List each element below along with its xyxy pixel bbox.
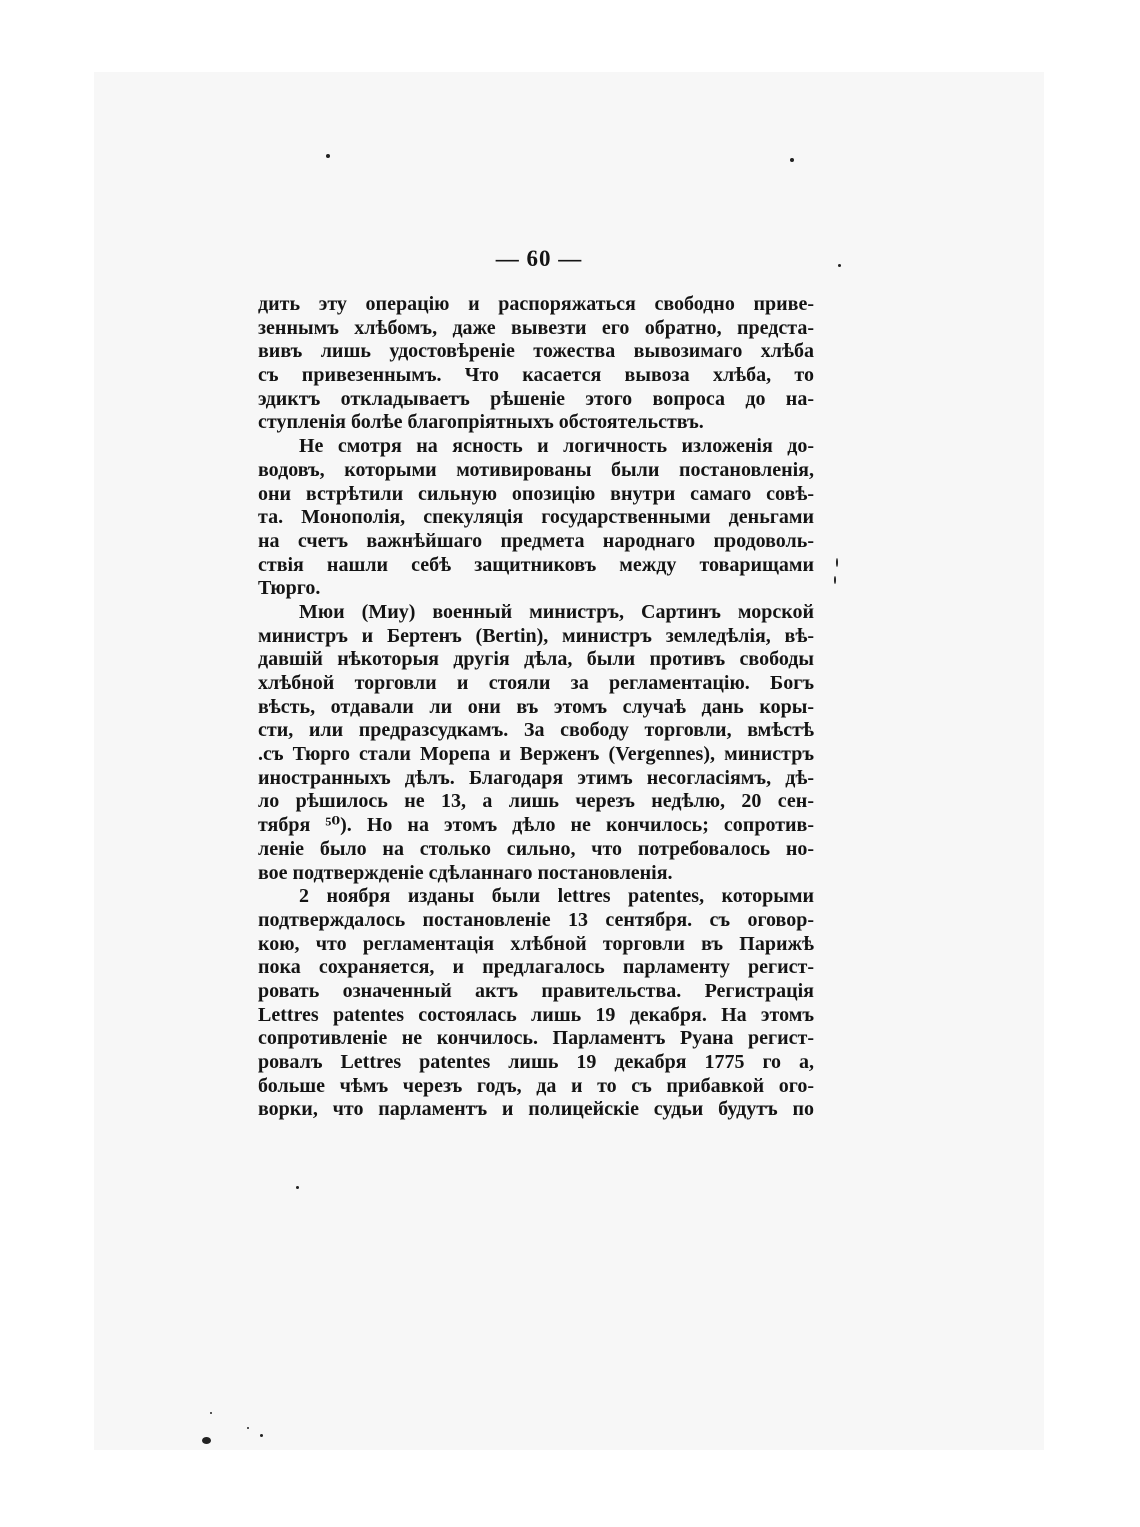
text-line: тября ⁵⁰). Но на этомъ дѣло не кончилось; сопротив-: [258, 814, 814, 837]
text-line: сопротивленіе не кончилось. Парламентъ Руана регист-: [258, 1027, 814, 1050]
text-line: та. Монополія, спекуляція государственными деньгами: [258, 506, 814, 529]
text-line: вивъ лишь удостовѣреніе тожества вывозимаго хлѣба: [258, 340, 814, 363]
text-line: вое подтвержденіе сдѣланнаго постановленія.: [258, 861, 673, 884]
page-number: — 60 —: [495, 246, 583, 271]
text-line: дить эту операцію и распоряжаться свободно привe-: [258, 293, 814, 315]
text-line: пока сохраняется, и предлагалось парламенту регист-: [258, 956, 814, 979]
text-line: давшій нѣкоторыя другія дѣла, были противъ свободы: [258, 648, 814, 671]
text-line: подтверждалось постановленіе 13 сентября. съ оговор-: [258, 908, 814, 931]
scan-speck: [834, 576, 836, 584]
text-line: на счетъ важнѣйшаго предмета народнаго продоволь-: [258, 529, 814, 552]
text-line: ступленія болѣе благопріятныхъ обстоятельствъ.: [258, 411, 704, 434]
scan-speck: [247, 1427, 249, 1429]
text-line: ровать означенный актъ правительства. Регистрація: [258, 979, 814, 1002]
text-line: они встрѣтили сильную опозицію внутри самаго совѣ-: [258, 482, 814, 505]
scan-speck: [210, 1412, 212, 1414]
text-line: ствія нашли себѣ защитниковъ между товарищами: [258, 553, 814, 576]
text-line: эдиктъ откладываетъ рѣшеніе этого вопроса до на-: [258, 387, 814, 410]
text-line: ворки, что парламентъ и полицейскіе судьи будутъ по: [258, 1098, 814, 1121]
text-line: ло рѣшилось не 13, а лишь черезъ недѣлю, 20 сен-: [258, 790, 814, 813]
paragraph: [258, 435, 814, 601]
paragraph: [258, 885, 814, 1122]
text-line: Мюи (Миу) военный министръ, Сартинъ морской: [299, 600, 814, 623]
scan-speck: [326, 154, 330, 158]
text-line: 2 ноября изданы были lettres patentes, которыми: [299, 885, 814, 908]
scan-speck: [296, 1186, 299, 1189]
text-line: .съ Тюрго стали Морепа и Верженъ (Vergennes), министръ: [258, 743, 814, 766]
text-line: Тюрго.: [258, 577, 321, 600]
text-line: съ привезеннымъ. Что касается вывоза хлѣба, то: [258, 364, 814, 387]
scan-speck: [836, 558, 838, 567]
paragraph: [258, 293, 814, 435]
text-line: зеннымъ хлѣбомъ, даже вывезти его обратно, предста-: [258, 316, 814, 339]
text-line: ровалъ Lettres patentes лишь 19 декабря 1775 го а,: [258, 1051, 814, 1073]
text-line: больше чѣмъ черезъ годъ, да и то съ прибавкой ого-: [258, 1074, 814, 1097]
scan-speck: [202, 1437, 211, 1444]
text-line: сти, или предразсудкамъ. За свободу торговли, вмѣстѣ: [258, 719, 814, 742]
paragraph: [258, 601, 814, 885]
body-text: [258, 293, 814, 1122]
text-line: Lettres patentes состоялась лишь 19 декабря. На этомъ: [258, 1003, 814, 1026]
scan-speck: [260, 1434, 263, 1437]
text-line: иностранныхъ дѣлъ. Благодаря этимъ несогласіямъ, дѣ-: [258, 766, 814, 789]
scan-speck: [790, 158, 794, 162]
text-line: кою, что регламентація хлѣбной торговли въ Парижѣ: [258, 932, 814, 955]
text-line: хлѣбной торговли и стояли за регламентацію. Богъ: [258, 672, 814, 694]
text-line: леніе было на столько сильно, что потребовалось но-: [258, 837, 814, 860]
text-line: водовъ, которыми мотивированы были постановленія,: [258, 458, 814, 481]
text-line: Не смотря на ясность и логичность изложенія до-: [299, 435, 814, 458]
text-line: министръ и Бертенъ (Bertin), министръ земледѣлія, вѣ-: [258, 624, 814, 647]
text-line: вѣсть, отдавали ли они въ этомъ случаѣ дань коры-: [258, 695, 814, 718]
